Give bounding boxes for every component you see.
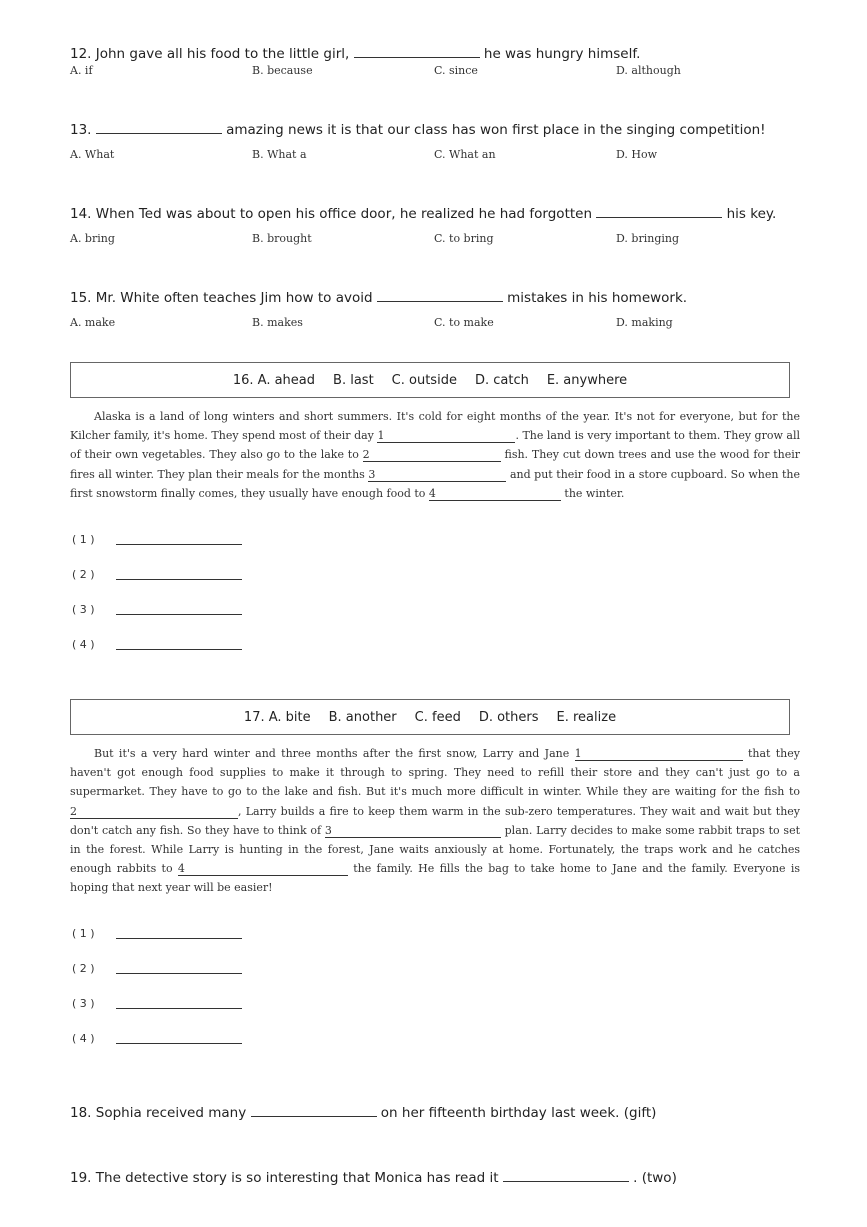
passage-text: and put their food in a store cupboard. So when the first snowstorm finally comes, they usually have enough food to bbox=[70, 467, 801, 500]
word-option: 16. A. ahead bbox=[232, 372, 316, 388]
question-text: amazing news it is that our class has won first place in the singing competition! bbox=[226, 122, 766, 138]
word-box-16 bbox=[70, 362, 790, 398]
word-option: E. realize bbox=[556, 709, 617, 725]
answer-blank[interactable] bbox=[596, 203, 722, 218]
answer-label: ( 1 ) bbox=[72, 927, 95, 940]
numbered-blank: 4 bbox=[429, 488, 561, 501]
question-text: he was hungry himself. bbox=[483, 46, 641, 62]
option-d[interactable]: D. How bbox=[616, 148, 658, 161]
numbered-blank: 3 bbox=[368, 469, 506, 482]
numbered-blank: 4 bbox=[178, 863, 348, 876]
answer-label: ( 3 ) bbox=[72, 603, 95, 616]
answer-row bbox=[72, 568, 95, 581]
option-c[interactable]: C. What an bbox=[434, 148, 496, 161]
answer-label: ( 2 ) bbox=[72, 962, 95, 975]
word-option: 17. A. bite bbox=[243, 709, 311, 725]
question-text: his key. bbox=[726, 206, 777, 222]
option-c[interactable]: C. to make bbox=[434, 316, 494, 329]
passage-text: the winter. bbox=[564, 486, 625, 500]
question-text: 14. When Ted was about to open his office door, he realized he had forgotten bbox=[70, 206, 593, 222]
word-option: D. catch bbox=[474, 372, 529, 388]
answer-blank[interactable] bbox=[251, 1102, 377, 1117]
passage-text: . The land is very important to them. They grow all of their own vegetables. They also go to the lake to bbox=[70, 429, 801, 462]
question-text: . (two) bbox=[633, 1170, 677, 1186]
word-option: C. outside bbox=[391, 372, 457, 388]
answer-blank[interactable] bbox=[96, 119, 222, 134]
answer-label: ( 4 ) bbox=[72, 638, 95, 651]
question-15 bbox=[70, 287, 687, 306]
answer-line[interactable] bbox=[116, 579, 242, 580]
passage-text: , Larry builds a fire to keep them warm in the sub-zero temperatures. They wait and wait but they don't catch any fish. So they have to think of bbox=[70, 804, 800, 837]
passage-text: plan. Larry decides to make some rabbit traps to set in the forest. While Larry is hunting in the forest, Jane waits anxiously at home. Fortunately, the traps work and he catches enough rabbits to bbox=[70, 823, 800, 876]
answer-line[interactable] bbox=[116, 1008, 242, 1009]
question-13 bbox=[70, 119, 766, 138]
question-19 bbox=[70, 1167, 677, 1186]
question-text: mistakes in his homework. bbox=[507, 290, 688, 306]
numbered-blank: 3 bbox=[325, 825, 501, 838]
question-text: 12. John gave all his food to the little girl, bbox=[70, 46, 350, 62]
option-b[interactable]: B. brought bbox=[252, 232, 312, 245]
question-14 bbox=[70, 203, 776, 222]
numbered-blank: 2 bbox=[363, 449, 501, 462]
question-text: 13. bbox=[70, 122, 92, 138]
answer-row bbox=[72, 962, 95, 975]
option-d[interactable]: D. making bbox=[616, 316, 673, 329]
word-option: B. another bbox=[328, 709, 397, 725]
word-option: C. feed bbox=[414, 709, 461, 725]
word-option: D. others bbox=[478, 709, 539, 725]
numbered-blank: 1 bbox=[377, 430, 515, 443]
answer-blank[interactable] bbox=[503, 1167, 629, 1182]
option-b[interactable]: B. makes bbox=[252, 316, 303, 329]
option-a[interactable]: A. if bbox=[70, 64, 93, 77]
answer-row bbox=[72, 1032, 95, 1045]
option-b[interactable]: B. because bbox=[252, 64, 313, 77]
option-c[interactable]: C. to bring bbox=[434, 232, 494, 245]
answer-line[interactable] bbox=[116, 544, 242, 545]
word-option: E. anywhere bbox=[546, 372, 628, 388]
passage-text: the family. He fills the bag to take home to Jane and the family. Everyone is hoping that next year will be easier! bbox=[70, 862, 801, 895]
passage-text: Alaska is a land of long winters and short summers. It's cold for eight months of the year. It's not for everyone, but for the Kilcher family, it's home. They spend most of their day bbox=[70, 410, 800, 443]
answer-label: ( 4 ) bbox=[72, 1032, 95, 1045]
answer-blank[interactable] bbox=[377, 287, 503, 302]
answer-line[interactable] bbox=[116, 1043, 242, 1044]
numbered-blank: 1 bbox=[575, 748, 743, 761]
question-12 bbox=[70, 43, 640, 62]
passage-text: But it's a very hard winter and three months after the first snow, Larry and Jane bbox=[94, 747, 570, 760]
answer-label: ( 2 ) bbox=[72, 568, 95, 581]
answer-row bbox=[72, 927, 95, 940]
option-c[interactable]: C. since bbox=[434, 64, 478, 77]
option-d[interactable]: D. although bbox=[616, 64, 681, 77]
answer-blank[interactable] bbox=[354, 43, 480, 58]
option-a[interactable]: A. bring bbox=[70, 232, 115, 245]
option-d[interactable]: D. bringing bbox=[616, 232, 680, 245]
answer-label: ( 3 ) bbox=[72, 997, 95, 1010]
question-text: on her fifteenth birthday last week. (gift) bbox=[380, 1105, 657, 1121]
question-text: 19. The detective story is so interesting that Monica has read it bbox=[70, 1170, 499, 1186]
answer-label: ( 1 ) bbox=[72, 533, 95, 546]
answer-row bbox=[72, 638, 95, 651]
answer-line[interactable] bbox=[116, 649, 242, 650]
answer-row bbox=[72, 533, 95, 546]
numbered-blank: 2 bbox=[70, 806, 238, 819]
question-text: 15. Mr. White often teaches Jim how to avoid bbox=[70, 290, 373, 306]
word-option: B. last bbox=[333, 372, 374, 388]
option-a[interactable]: A. make bbox=[70, 316, 116, 329]
question-18 bbox=[70, 1102, 656, 1121]
passage-text: that they haven't got enough food supplies to make it through to spring. They need to refill their store and they can't just go to a supermarket. They have to go to the lake and fish. But it's much more difficult in winter. While they are waiting for the fish to bbox=[70, 747, 800, 799]
option-a[interactable]: A. What bbox=[70, 148, 115, 161]
passage-17 bbox=[70, 744, 800, 898]
answer-row bbox=[72, 603, 95, 616]
question-text: 18. Sophia received many bbox=[70, 1105, 247, 1121]
answer-line[interactable] bbox=[116, 973, 242, 974]
answer-row bbox=[72, 997, 95, 1010]
option-b[interactable]: B. What a bbox=[252, 148, 307, 161]
answer-line[interactable] bbox=[116, 614, 242, 615]
word-box-17 bbox=[70, 699, 790, 735]
answer-line[interactable] bbox=[116, 938, 242, 939]
passage-text: fish. They cut down trees and use the wood for their fires all winter. They plan their meals for the months bbox=[70, 448, 800, 481]
passage-16 bbox=[70, 407, 800, 503]
